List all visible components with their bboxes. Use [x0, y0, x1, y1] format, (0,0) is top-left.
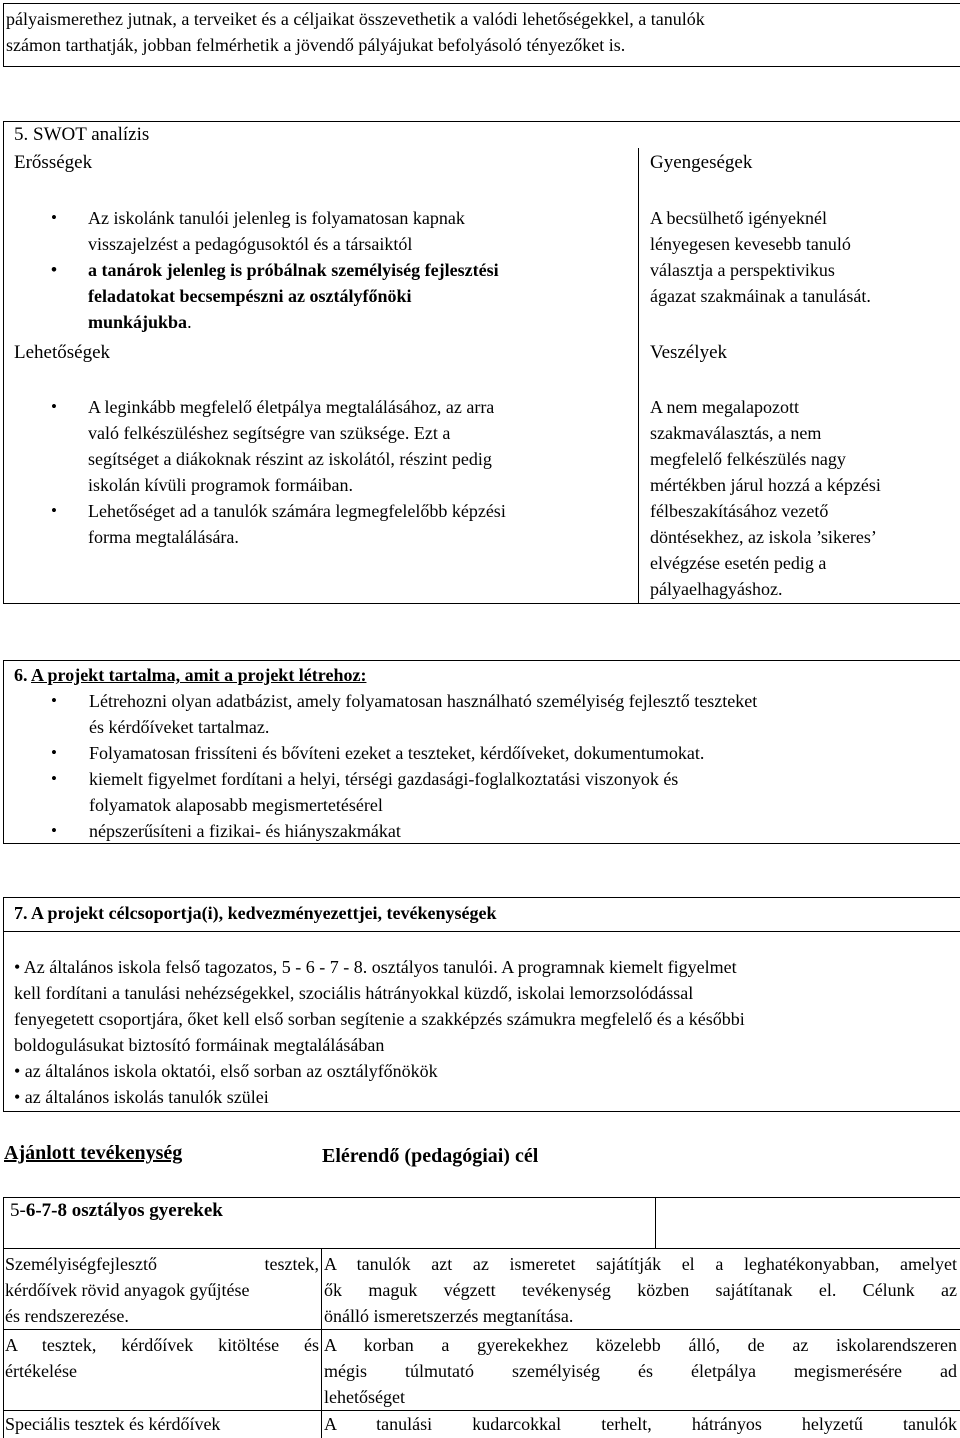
- table-col1-heading: Ajánlott tevékenység: [4, 1142, 183, 1164]
- strength-item: • Az iskolánk tanulói jelenleg is folyamatosan kapnak visszajelzést a pedagógusoktól és a társaiktól: [3, 205, 633, 257]
- threats-heading: Veszélyek: [650, 342, 728, 363]
- section6-item: • népszerűsíteni a fizikai- és hiányszakmákat: [3, 818, 960, 844]
- table-line: [3, 1329, 960, 1330]
- section6-item: • Folyamatosan frissíteni és bővíteni ezeket a teszteket, kérdőíveket, dokumentumokat.: [3, 740, 960, 766]
- table-group-label: 5-6-7-8 osztályos gyerekek: [10, 1200, 223, 1221]
- table-col2-heading: Elérendő (pedagógiai) cél: [322, 1145, 539, 1167]
- intro-line-2: számon tarthatják, jobban felmérhetik a jövendő pályájukat befolyásoló tényezőket is.: [6, 35, 626, 55]
- swot-title: 5. SWOT analízis: [14, 124, 150, 145]
- strengths-heading: Erősségek: [14, 152, 93, 173]
- swot-divider: [638, 148, 639, 604]
- table-row-2-right: A korban a gyerekekhez közelebb álló, de az iskolarendszeren mégis túlmutató személyiség és életpálya megismerésére ad lehetőséget: [324, 1335, 957, 1407]
- table-row-1-right: A tanulók azt az ismeretet sajátítják el a leghatékonyabban, amelyet ők maguk végzett tevékenység közben sajátítanak el. Célunk az önálló ismeretszerzés megtanítása.: [324, 1254, 957, 1326]
- weaknesses-heading: Gyengeségek: [650, 152, 753, 173]
- section6-title: 6. A projekt tartalma, amit a projekt létrehoz:: [14, 665, 367, 685]
- opportunities-heading: Lehetőségek: [14, 342, 111, 363]
- table-line: [655, 1197, 656, 1248]
- weaknesses-text: A becsülhető igényeknél lényegesen kevesebb tanuló választja a perspektivikus ágazat szakmáinak a tanulását.: [650, 208, 871, 306]
- table-line: [3, 1248, 960, 1249]
- table-row-3-left: Speciális tesztek és kérdőívek: [5, 1414, 221, 1434]
- section7-paragraph: • Az általános iskola felső tagozatos, 5 - 6 - 7 - 8. osztályos tanulói. A programnak kiemelt figyelmet kell fordítani a tanulási nehézségekkel, szociális hátrányokkal küzdő, iskolai lemorzsolódással fenyegetett csoportjára, őket kell első sorban segítenie a szakképzés számukra megfelelő és a későbbi boldogulásukat biztosító formáinak megtalálásában • az általános iskola oktatói, első sorban az osztályfőnökök • az általános iskolás tanulók szülei: [14, 957, 745, 1107]
- table-line: [321, 1248, 322, 1438]
- section6-list: [3, 688, 960, 844]
- section6-item: • kiemelt figyelmet fordítani a helyi, térségi gazdasági-foglalkoztatási viszonyok és folyamatok alaposabb megismertetésérel: [3, 766, 960, 818]
- table-row-2-left: A tesztek, kérdőívek kitöltése és értékelése: [5, 1335, 319, 1381]
- threats-text: A nem megalapozott szakmaválasztás, a nem megfelelő felkészülés nagy mértékben járul hozzá a képzési félbeszakításához vezető döntésekhez, az iskola ’sikeres’ elvégzése esetén pedig a pályaelhagyáshoz.: [650, 397, 881, 599]
- table-row-3-right: A tanulási kudarcokkal terhelt, hátrányos helyzetű tanulók: [324, 1414, 957, 1434]
- table-line: [3, 1197, 4, 1438]
- table-row-1-left: Személyiségfejlesztő tesztek, kérdőívek rövid anyagok gyűjtése és rendszerezése.: [5, 1254, 319, 1326]
- opportunity-item: • A leginkább megfelelő életpálya megtalálásához, az arra való felkészüléshez segítségre van szüksége. Ezt a segítséget a diákoknak részint az iskolától, részint pedig iskolán kívüli programok formáiban.: [3, 394, 633, 498]
- strengths-list: [3, 205, 633, 335]
- section7-title-divider: [3, 931, 960, 932]
- strength-item: • a tanárok jelenleg is próbálnak személyiség fejlesztési feladatokat becsempészni az osztályfőnöki munkájukba.: [3, 257, 633, 335]
- opportunities-list: [3, 394, 633, 550]
- section6-item: • Létrehozni olyan adatbázist, amely folyamatosan használható személyiség fejlesztő teszteket és kérdőíveket tartalmaz.: [3, 688, 960, 740]
- section7-title: 7. A projekt célcsoportja(i), kedvezményezettjei, tevékenységek: [14, 903, 497, 923]
- intro-line-1: pályaismerethez jutnak, a terveiket és a céljaikat összevethetik a valódi lehetőségekkel, a tanulók: [6, 9, 705, 29]
- opportunity-item: • Lehetőséget ad a tanulók számára legmegfelelőbb képzési forma megtalálására.: [3, 498, 633, 550]
